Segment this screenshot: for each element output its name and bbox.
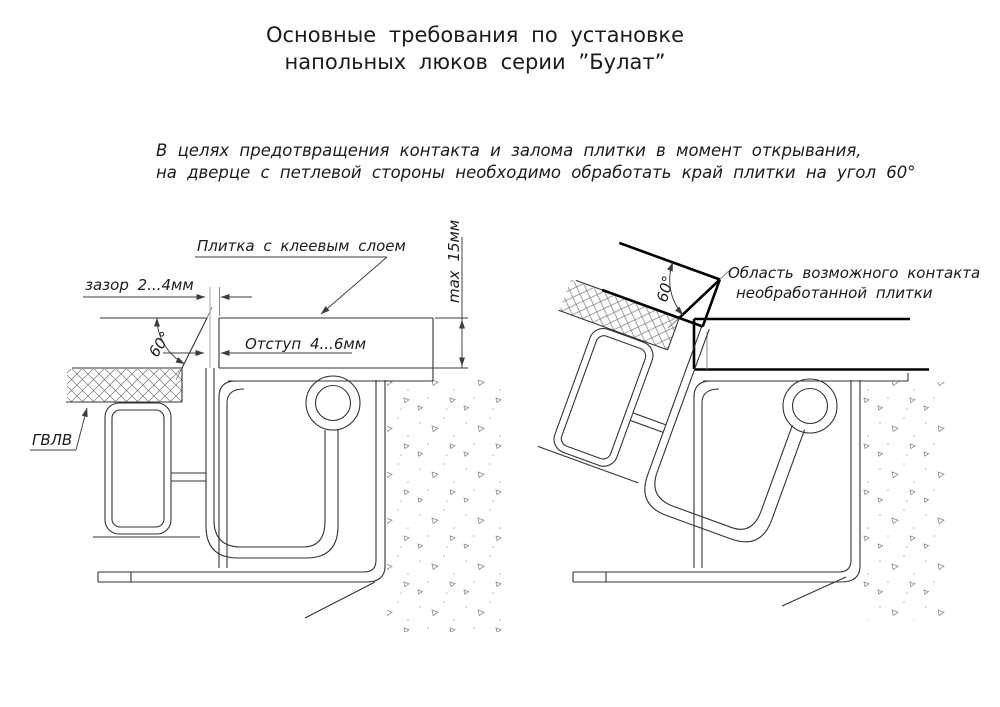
gap-label: зазор 2...4мм [85,276,194,294]
door-strap [171,473,206,481]
door-pan-edge [538,446,639,483]
bevel-angle-label: 60° [145,328,175,361]
concrete-section [862,382,948,620]
bevel-angle-label: 60° [653,273,678,305]
tile-glue-label: Плитка с клеевым слоем [197,237,406,255]
tile-glue-leader [321,257,387,314]
door-tube-outer [105,403,171,534]
note-line2: на дверце с петлевой стороны необходимо обработать край плитки на угол 60° [156,163,916,182]
contact-area-label-line1: Область возможного контакта [728,264,981,282]
offset-label: Отступ 4...6мм [245,335,367,353]
door-strap [630,413,666,432]
door-tube-inner [559,333,648,461]
page-title-line2: напольных люков серии ”Булат” [284,50,666,74]
note-line1: В целях предотвращения контакта и залома плитки в момент открывания, [156,141,862,160]
frame-flange [219,368,433,381]
door-tube-outer [550,325,657,471]
frame-bottom-plate [573,380,860,582]
hinge-pin-outer [783,379,837,433]
gvlv-hatch-fill [67,369,182,402]
fixed-tile-thick-edge [694,319,929,370]
door-hinge-arm [206,368,338,558]
hinge-pin-inner [793,389,828,424]
frame-front-wall [219,381,244,568]
door-tube-inner [112,410,164,527]
concrete-break-line [305,582,375,618]
concrete-break-line [782,577,846,606]
max-thickness-label: max 15мм [445,219,463,303]
right-diagram-opening-hatch [505,220,980,620]
gvlv-leader [76,408,87,450]
left-diagram-closed-hatch [30,220,508,632]
gvlv-label: ГВЛВ [32,431,73,449]
concrete-section [387,380,508,632]
contact-area-label-line2: необработанной плитки [736,284,933,302]
hinge-pin-inner [316,386,351,421]
hinge-pin-outer [306,376,360,430]
door-hinge-arm [637,326,826,550]
page-title-line1: Основные требования по установке [265,23,685,47]
frame-front-wall [694,381,719,568]
